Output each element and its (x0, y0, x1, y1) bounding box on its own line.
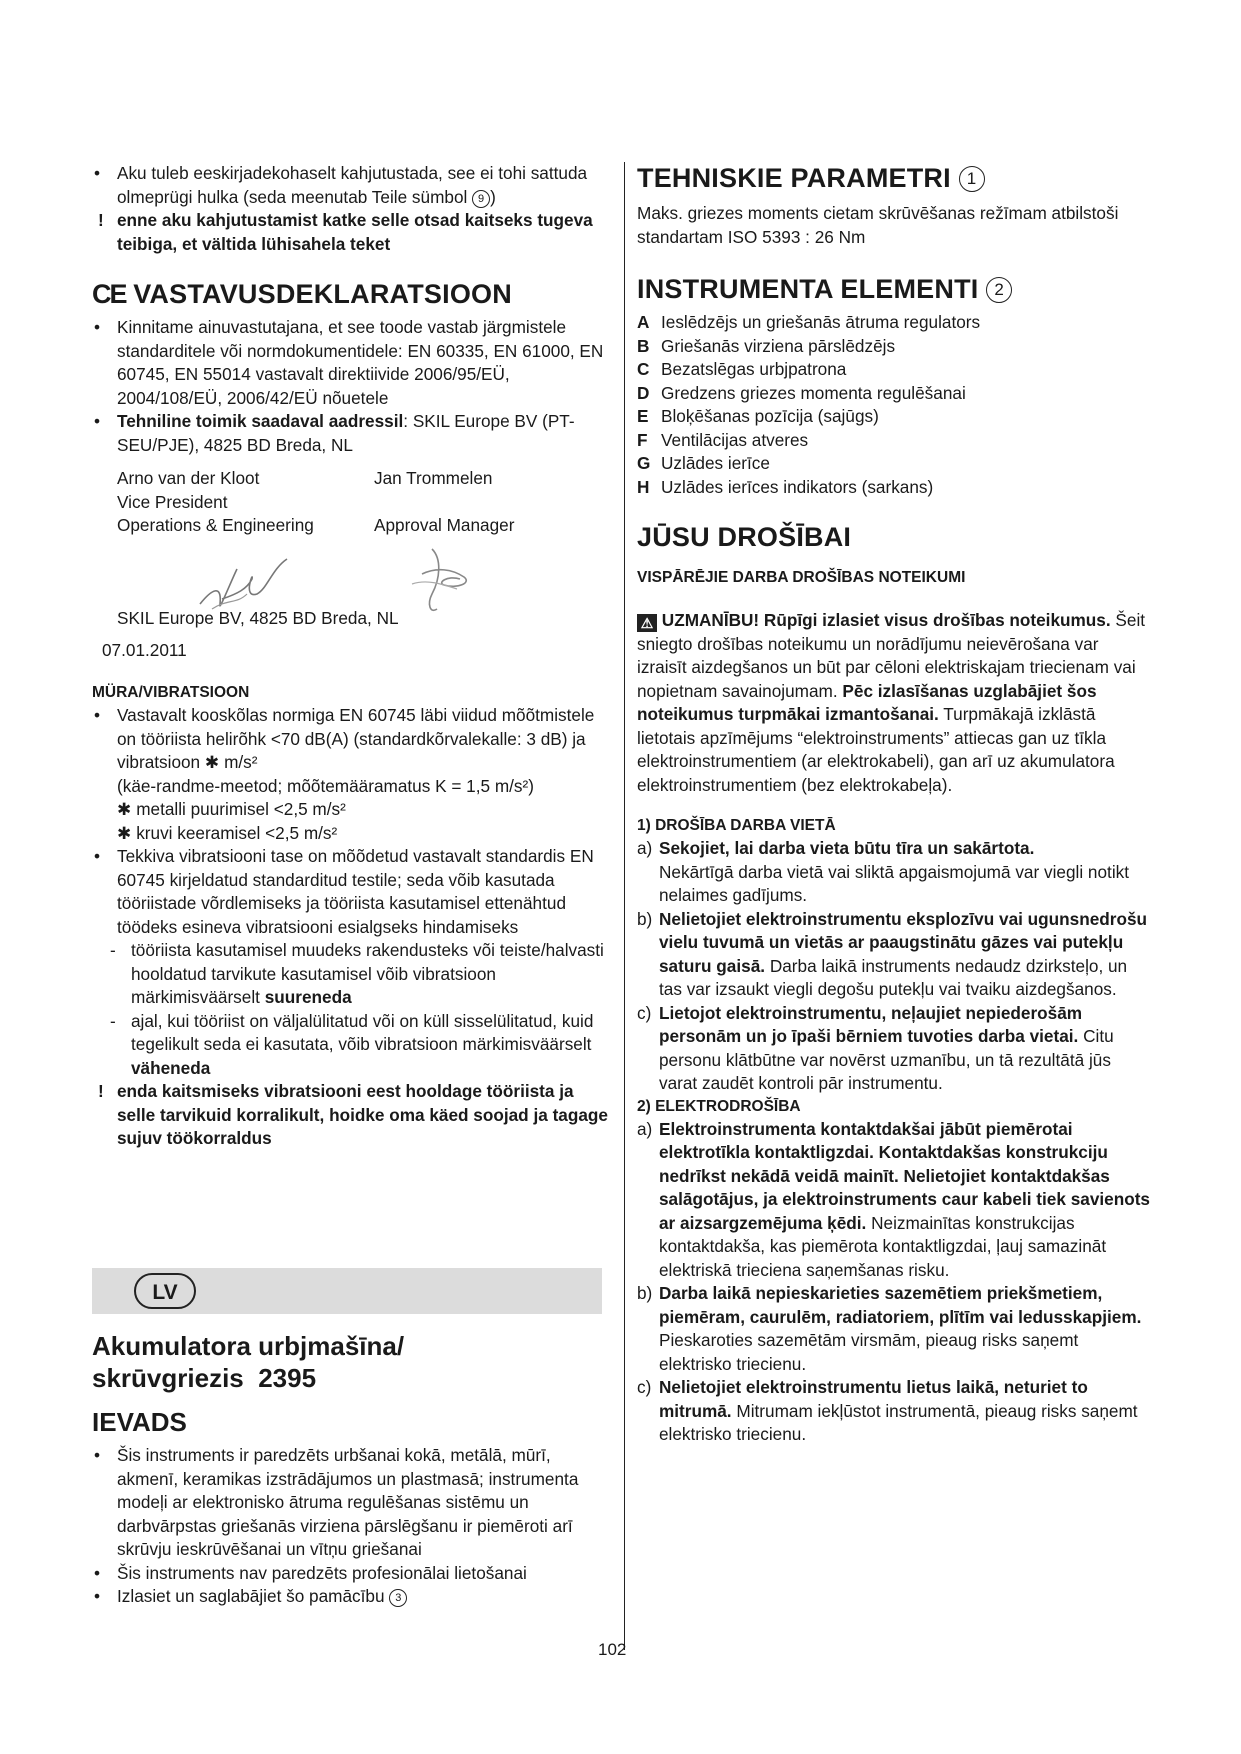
general-safety-heading: VISPĀRĒJIE DARBA DROŠĪBAS NOTEIKUMI (637, 569, 966, 586)
asterisk-icon: ✱ (117, 822, 132, 843)
section1-item-b: b) Nelietojiet elektroinstrumentu eksplozīvu vai ugunsnedrošu vielu tuvumā un vietās ar paaugstinātu gāzes vai putekļu saturu gaisā. Darba laikā instruments nedaudz dzirksteļo, un tas var izsaukt viegli degošu putekļu vai tvaiku aizdegšanos. (637, 908, 1148, 999)
elements-list (637, 311, 1152, 499)
section1-item-a: a) Sekojiet, lai darba vieta būtu tīra un sakārtota. Nekārtīgā darba vietā vai sliktā apgaismojumā var viegli notikt nelaimes gadījums. (637, 838, 1130, 905)
noise-dash-2: - ajal, kui tööriist on väljalülitatud või on küll sisselülitatud, kuid tegelikult seda ei kasutata, võib vibratsioon märkimisväärselt väheneda (110, 1010, 594, 1078)
noise-heading: MÜRA/VIBRATSIOON (92, 684, 250, 701)
ce-heading: CE VASTAVUSDEKLARATSIOON (92, 279, 512, 309)
ievads-bullet-3: • Izlasiet un saglabājiet šo pamācību 3 (92, 1585, 612, 1609)
symbol-2-icon: 2 (986, 277, 1012, 303)
section2-heading: 2) ELEKTRODROŠĪBA (637, 1097, 801, 1115)
disposal-warning: ! enne aku kahjutustamist katke selle otsad kaitseks tugeva teibiga, et vältida lühisahela teket (98, 210, 593, 254)
right-column (637, 162, 1152, 1447)
asterisk-icon: ✱ (204, 752, 220, 772)
section1-item-c: c) Lietojot elektroinstrumentu, neļaujiet nepiederošām personām un jo īpaši bērniem tuvoties darba vietai. Citu personu klātbūtne var novērst uzmanību, un tā rezultātā jūs varat zaudēt kontroli pār instrumentu. (637, 1002, 1114, 1093)
ievads-bullet-1: • Šis instruments ir paredzēts urbšanai kokā, metālā, mūrī, akmenī, keramikas izstrādājumos un plastmasā; instrumenta modeļi ar elektronisko ātruma regulēšanas sistēmu un darbvārpstas griešanās virziena pārslēgšanu ir piemēroti arī skrūvju ieskrūvēšanai un vītņu griešanai (92, 1444, 612, 1562)
ievads-bullet-2: • Šis instruments nav paredzēts profesionālai lietošanai (92, 1562, 612, 1586)
warning-triangle-icon: ⚠ (637, 614, 657, 632)
signer1-department: Operations & Engineering (117, 515, 314, 535)
section2-item-b: b) Darba laikā nepieskarieties sazemētiem priekšmetiem, piemēram, caurulēm, radiatoriem, plītīm vai ledusskapjiem. Pieskaroties sazemētām virsmām, pieaug risks saņemt elektrisko triecienu. (637, 1283, 1142, 1374)
symbol-1-icon: 1 (959, 166, 985, 192)
noise-bullet-2: • Tekkiva vibratsiooni tase on mõõdetud vastavalt standardis EN 60745 kirjeldatud standarditud testile; seda võib kasutada tööriistade võrdlemiseks ja tööriista kasutamisel ettenähtud töödeks esineva vibratsiooni esialgseks hindamiseks (92, 845, 612, 939)
company-address: SKIL Europe BV, 4825 BD Breda, NL (117, 608, 399, 628)
left-column-lower (92, 1330, 612, 1609)
elements-heading: INSTRUMENTA ELEMENTI 2 (637, 273, 1152, 305)
noise-bullet-1: • Vastavalt kooskõlas normiga EN 60745 läbi viidud mõõtmistele on tööriista helirõhk <70 dB(A) (standardkõrvalekalle: 3 dB) ja vibratsioon ✱ m/s² (käe-randme-meetod; mõõtemääramatus K = 1,5 m/s²) ✱ metalli puurimisel <2,5 m/s² ✱ kruvi keeramisel <2,5 m/s² (92, 704, 612, 845)
ce-mark-icon: CE (92, 279, 126, 309)
element-item: D Gredzens griezes momenta regulēšanai (637, 382, 966, 403)
noise-dash-1: - tööriista kasutamisel muudeks rakendusteks või teiste/halvasti hooldatud tarvikute kasutamisel võib vibratsioon märkimisväärselt suureneda (110, 940, 604, 1007)
element-item: F Ventilācijas atveres (637, 429, 809, 450)
signature2-icon (402, 539, 482, 619)
ce-bullet-standards: • Kinnitame ainuvastutajana, et see toode vastab järgmistele standarditele või normdokumentidele: EN 60335, EN 61000, EN 60745, EN 55014 vastavalt direktiivide 2006/95/EÜ, 2004/108/EÜ, 2006/42/EÜ nõuetele (92, 316, 612, 410)
left-column (92, 162, 612, 1151)
ce-bullet-technical-file: • Tehniline toimik saadaval aadressil: SKIL Europe BV (PT-SEU/PJE), 4825 BD Breda, NL (92, 410, 612, 457)
language-badge: LV (134, 1273, 196, 1309)
signer1-title: Vice President (117, 491, 228, 512)
element-item: H Uzlādes ierīces indikators (sarkans) (637, 476, 934, 497)
page-number: 102 (598, 1640, 627, 1659)
section2-item-c: c) Nelietojiet elektroinstrumentu lietus laikā, neturiet to mitrumā. Mitrumam iekļūstot instrumentā, pieaug risks saņemt elektrisko triecienu. (637, 1377, 1138, 1444)
declaration-date: 07.01.2011 (102, 639, 187, 660)
disposal-bullet: • Aku tuleb eeskirjadekohaselt kahjutustada, see ei tohi sattuda olmeprügi hulka (seda meenutab Teile sümbol 9 ) (92, 162, 612, 209)
element-item: B Griešanās virziena pārslēdzējs (637, 335, 896, 356)
tech-text: Maks. griezes moments cietam skrūvēšanas režīmam atbilstoši standartam ISO 5393 : 26 Nm (637, 203, 1119, 247)
asterisk-icon: ✱ (117, 799, 132, 819)
column-divider (624, 162, 625, 1650)
attention-paragraph: ⚠ UZMANĪBU! Rūpīgi izlasiet visus drošības noteikumus. Šeit sniegto drošības noteikumu un norādījumu neievērošana var izraisīt aizdegšanos un būt par cēloni elektriskajam triecienam vai nopietnam savainojumam. Pēc izlasīšanas uzglabājiet šos noteikumus turpmākai izmantošanai. Turpmākajā izklāstā lietotais apzīmējums “elektroinstruments” attiecas gan uz tīkla elektroinstrumentiem (ar elektrokabeli), gan arī uz akumulatora elektroinstrumentiem (bez elektrokabeļa). (637, 610, 1146, 795)
signer1-name: Arno van der Kloot (117, 468, 260, 488)
signer2-name: Jan Trommelen (374, 468, 493, 488)
element-item: E Bloķēšanas pozīcija (sajūgs) (637, 406, 879, 426)
language-band (92, 1268, 602, 1314)
tech-heading: TEHNISKIE PARAMETRI 1 (637, 162, 1152, 194)
signature-block (92, 467, 612, 607)
noise-warning: ! enda kaitsmiseks vibratsiooni eest hooldage tööriista ja selle tarvikuid korralikult, hoidke oma käed soojad ja tagage sujuv töökorraldus (98, 1081, 608, 1148)
symbol-3-icon: 3 (389, 1589, 407, 1607)
section1-heading: 1) DROŠĪBA DARBA VIETĀ (637, 817, 836, 834)
symbol-9-icon: 9 (472, 190, 490, 208)
signer2-title: Approval Manager (374, 515, 515, 535)
element-item: A Ieslēdzējs un griešanās ātruma regulators (637, 312, 981, 332)
product-title: Akumulatora urbjmašīna/ skrūvgriezis 2395 (92, 1331, 405, 1393)
safety-heading: JŪSU DROŠĪBAI (637, 522, 852, 552)
section2-item-a: a) Elektroinstrumenta kontaktdakšai jābūt piemērotai elektrotīkla kontaktligzdai. Kontaktdakšas konstrukciju nedrīkst nekādā veidā mainīt. Nelietojiet kontaktdakšas salāgotājus, ja elektroinstruments caur kabeli tiek savienots ar aizsargzemējuma ķēdi. Neizmainītas konstrukcijas kontaktdakša, kas piemērota kontaktligzdai, ļauj samazināt elektriskā trieciena saņemšanas risku. (637, 1118, 1150, 1280)
element-item: G Uzlādes ierīce (637, 453, 770, 473)
ievads-heading: IEVADS (92, 1407, 187, 1437)
element-item: C Bezatslēgas urbjpatrona (637, 359, 847, 379)
signature1-icon (192, 549, 292, 619)
